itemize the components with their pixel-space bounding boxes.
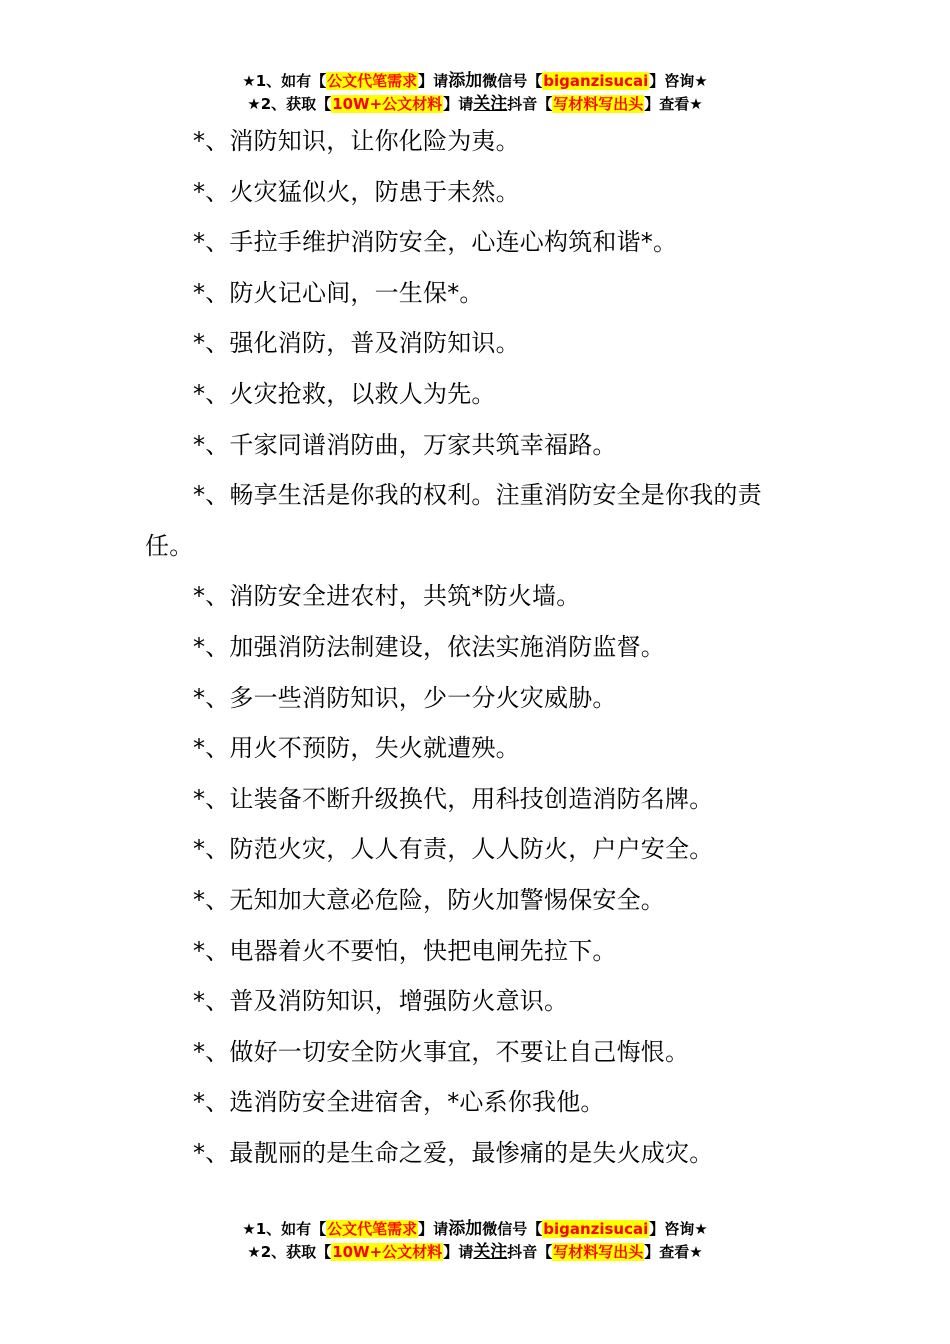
banner-line-1-suffix: 】咨询★ xyxy=(649,72,708,90)
list-item: *、火灾猛似火，防患于未然。 xyxy=(193,177,520,206)
list-item: *、强化消防，普及消防知识。 xyxy=(193,329,520,358)
footer-line-1-prefix: ★1、如有【 xyxy=(242,1220,327,1238)
footer-line-1-emphasis: 添加 xyxy=(448,1219,483,1239)
footer-highlight-douyin-account: 写材料写出头 xyxy=(553,1243,644,1261)
banner-line-2 xyxy=(0,93,950,116)
header-banner xyxy=(0,70,950,116)
list-item: *、无知加大意必危险，防火加警惕保安全。 xyxy=(193,885,665,914)
list-item: *、消防安全进农村，共筑*防火墙。 xyxy=(193,582,581,611)
banner-highlight-service: 公文代笔需求 xyxy=(327,72,418,90)
footer-banner-line-2 xyxy=(0,1241,950,1264)
banner-line-1 xyxy=(0,70,950,93)
list-item: *、千家同谱消防曲，万家共筑幸福路。 xyxy=(193,430,617,459)
footer-line-1-mid1: 】请 xyxy=(418,1220,449,1238)
list-item: *、畅享生活是你我的权利。注重消防安全是你我的责任。 xyxy=(145,481,762,560)
banner-line-2-suffix: 】查看★ xyxy=(644,95,703,113)
list-item: *、手拉手维护消防安全，心连心构筑和谐*。 xyxy=(193,228,678,257)
footer-highlight-wechat-id: biganzisucai xyxy=(543,1220,649,1238)
banner-line-2-prefix: ★2、获取【 xyxy=(247,95,332,113)
list-item: *、让装备不断升级换代，用科技创造消防名牌。 xyxy=(193,784,714,813)
footer-highlight-materials: 10W+公文材料 xyxy=(332,1243,443,1261)
footer-banner-line-1 xyxy=(0,1218,950,1241)
banner-line-1-prefix: ★1、如有【 xyxy=(242,72,327,90)
list-item: *、普及消防知识，增强防火意识。 xyxy=(193,987,569,1016)
footer-line-2-prefix: ★2、获取【 xyxy=(247,1243,332,1261)
footer-banner xyxy=(0,1218,950,1264)
banner-line-1-emphasis: 添加 xyxy=(448,71,483,91)
banner-line-1-mid1: 】请 xyxy=(418,72,449,90)
banner-highlight-wechat-id: biganzisucai xyxy=(543,72,649,90)
footer-highlight-service: 公文代笔需求 xyxy=(327,1220,418,1238)
list-item: *、加强消防法制建设，依法实施消防监督。 xyxy=(193,632,665,661)
footer-line-2-suffix: 】查看★ xyxy=(644,1243,703,1261)
list-item: *、消防知识，让你化险为夷。 xyxy=(193,127,520,155)
footer-line-2-mid2: 抖音【 xyxy=(507,1243,553,1261)
list-item: *、选消防安全进宿舍，*心系你我他。 xyxy=(193,1088,605,1117)
banner-line-1-mid2: 微信号【 xyxy=(482,72,543,90)
slogan-list xyxy=(145,116,810,1178)
list-item: *、电器着火不要怕，快把电闸先拉下。 xyxy=(193,936,617,965)
footer-line-2-mid1: 】请 xyxy=(443,1243,474,1261)
list-item: *、火灾抢救，以救人为先。 xyxy=(193,379,496,408)
list-item: *、用火不预防，失火就遭殃。 xyxy=(193,734,520,763)
footer-line-1-mid2: 微信号【 xyxy=(482,1220,543,1238)
footer-line-1-suffix: 】咨询★ xyxy=(649,1220,708,1238)
banner-highlight-materials: 10W+公文材料 xyxy=(332,95,443,113)
list-item: *、做好一切安全防火事宜，不要让自己悔恨。 xyxy=(193,1037,690,1066)
banner-highlight-douyin-account: 写材料写出头 xyxy=(553,95,644,113)
footer-line-2-emphasis: 关注 xyxy=(473,1242,508,1262)
list-item: *、最靓丽的是生命之爱，最惨痛的是失火成灾。 xyxy=(193,1138,714,1167)
banner-line-2-mid2: 抖音【 xyxy=(507,95,553,113)
list-item: *、防范火灾，人人有责，人人防火，户户安全。 xyxy=(193,835,714,864)
list-item: *、多一些消防知识，少一分火灾威胁。 xyxy=(193,683,617,712)
banner-line-2-emphasis: 关注 xyxy=(473,94,508,114)
banner-line-2-mid1: 】请 xyxy=(443,95,474,113)
list-item: *、防火记心间，一生保*。 xyxy=(193,278,484,307)
